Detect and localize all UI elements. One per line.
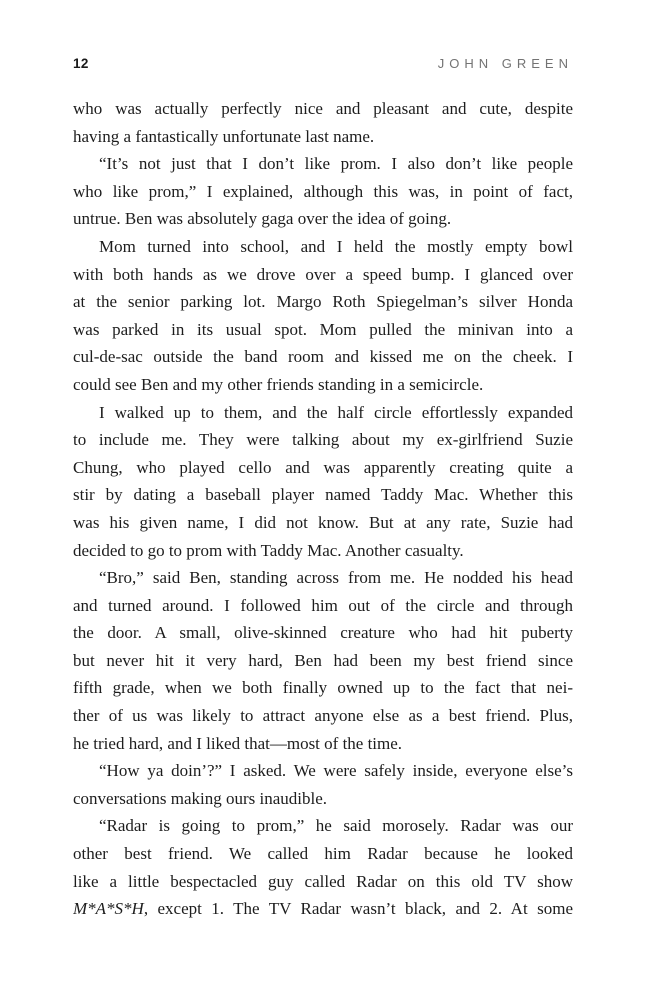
text-line xyxy=(73,702,573,730)
text-segment: was his given name, I did not know. But at any rate, Suzie had xyxy=(73,512,573,532)
text-segment: who was actually perfectly nice and pleasant and cute, despite xyxy=(73,99,573,118)
text-line xyxy=(73,178,573,206)
text-line xyxy=(73,812,573,840)
text-line xyxy=(73,288,573,316)
text-line xyxy=(73,316,573,344)
text-segment: conversations making ours inaudible. xyxy=(73,788,328,808)
text-line xyxy=(73,95,573,123)
page-body xyxy=(73,95,573,923)
paragraph xyxy=(73,95,573,150)
text-line xyxy=(73,895,573,923)
paragraph xyxy=(73,233,573,399)
text-line xyxy=(73,233,573,261)
running-head-author: JOHN GREEN xyxy=(437,56,573,71)
text-segment: was parked in its usual spot. Mom pulled the minivan into a xyxy=(73,319,573,339)
text-segment: fifth grade, when we both finally owned up to the fact that nei- xyxy=(73,678,573,698)
text-segment: to include me. They were talking about my ex-girlfriend Suzie xyxy=(73,430,573,450)
text-segment: the door. A small, olive-skinned creature who had hit puberty xyxy=(73,623,573,643)
text-segment: ther of us was likely to attract anyone else as a best friend. Plus, xyxy=(73,706,573,726)
text-line xyxy=(73,840,573,868)
text-line xyxy=(73,757,573,785)
paragraph xyxy=(73,399,573,565)
text-segment: but never hit it very hard, Ben had been my best friend since xyxy=(73,650,573,670)
text-segment: and turned around. I followed him out of the circle and through xyxy=(73,595,573,615)
page-header xyxy=(73,56,573,71)
text-segment: with both hands as we drove over a speed bump. I glanced over xyxy=(73,264,573,284)
text-segment: “Bro,” said Ben, standing across from me. He nodded his head xyxy=(99,568,573,588)
text-segment: “Radar is going to prom,” he said morosely. Radar was our xyxy=(99,816,573,836)
text-segment: Chung, who played cello and was apparently creating quite a xyxy=(73,457,573,477)
text-line xyxy=(73,343,573,371)
text-segment: having a fantastically unfortunate last name. xyxy=(73,126,375,146)
text-line xyxy=(73,730,573,758)
text-segment: “How ya doin’?” I asked. We were safely inside, everyone else’s xyxy=(99,761,573,781)
text-line xyxy=(73,647,573,675)
text-segment: cul-de-sac outside the band room and kissed me on the cheek. I xyxy=(73,347,573,367)
text-line xyxy=(73,592,573,620)
text-line xyxy=(73,509,573,537)
text-segment: other best friend. We called him Radar because he looked xyxy=(73,844,573,864)
text-segment: , except 1. The TV Radar wasn’t black, and 2. At some xyxy=(143,899,573,919)
text-line xyxy=(73,399,573,427)
text-segment: like a little bespectacled guy called Radar on this old TV show xyxy=(73,871,573,891)
text-segment: “It’s not just that I don’t like prom. I also don’t like people xyxy=(99,154,573,174)
text-line xyxy=(73,785,573,813)
text-segment: Mom turned into school, and I held the mostly empty bowl xyxy=(99,236,573,256)
text-line xyxy=(73,123,573,151)
text-line xyxy=(73,454,573,482)
italic-text: M*A*S*H xyxy=(73,899,144,919)
paragraph xyxy=(73,812,573,922)
text-line xyxy=(73,868,573,896)
text-segment: stir by dating a baseball player named Taddy Mac. Whether this xyxy=(73,485,573,505)
text-line xyxy=(73,261,573,289)
text-line xyxy=(73,371,573,399)
text-segment: decided to go to prom with Taddy Mac. Another casualty. xyxy=(73,540,464,560)
text-segment: he tried hard, and I liked that—most of the time. xyxy=(73,733,403,753)
text-line xyxy=(73,150,573,178)
text-line xyxy=(73,537,573,565)
text-segment: at the senior parking lot. Margo Roth Spiegelman’s silver Honda xyxy=(73,292,573,312)
text-segment: I walked up to them, and the half circle effortlessly expanded xyxy=(99,402,573,422)
paragraph xyxy=(73,564,573,757)
paragraph xyxy=(73,757,573,812)
text-line xyxy=(73,205,573,233)
text-segment: could see Ben and my other friends standing in a semicircle. xyxy=(73,374,484,394)
text-segment: who like prom,” I explained, although this was, in point of fact, xyxy=(73,181,573,201)
text-segment: untrue. Ben was absolutely gaga over the idea of going. xyxy=(73,209,452,229)
text-line xyxy=(73,426,573,454)
text-line xyxy=(73,619,573,647)
text-line xyxy=(73,674,573,702)
page-number: 12 xyxy=(73,56,89,71)
text-line xyxy=(73,481,573,509)
paragraph xyxy=(73,150,573,233)
text-line xyxy=(73,564,573,592)
